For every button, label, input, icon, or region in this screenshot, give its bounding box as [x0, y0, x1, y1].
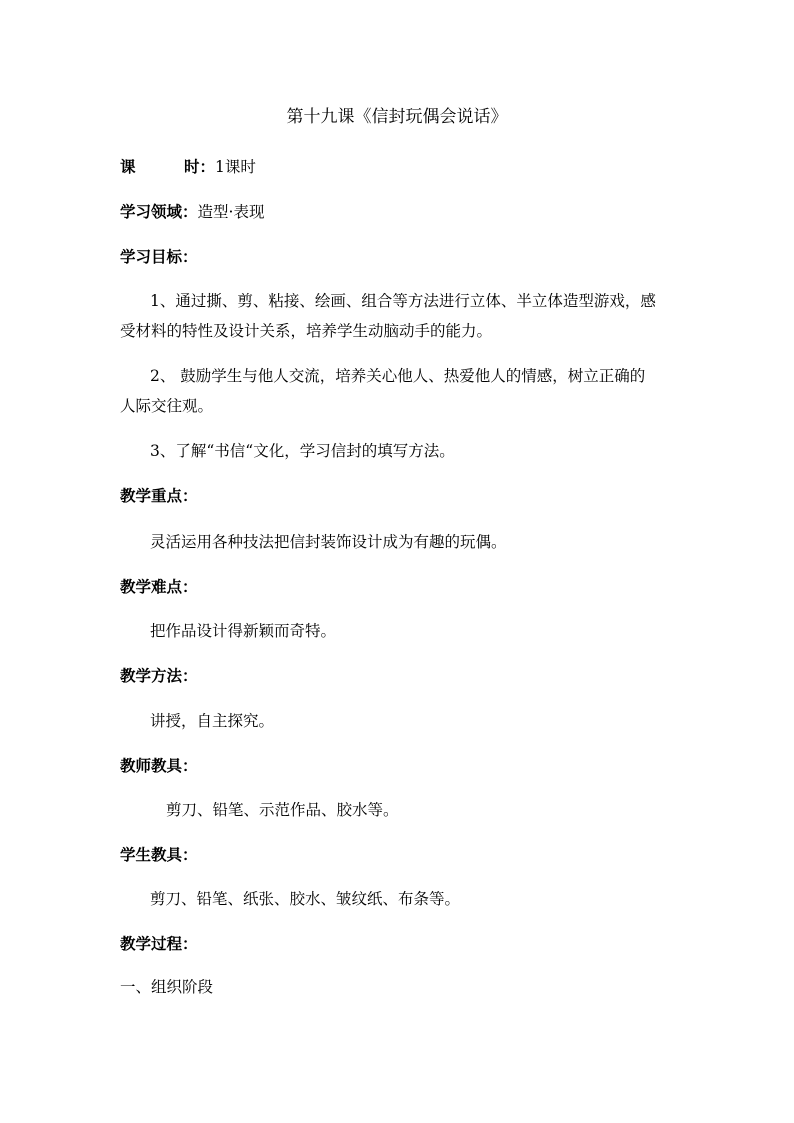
student-tools-text: 剪刀、铅笔、纸张、胶水、皱纹纸、布条等。	[150, 890, 461, 908]
process-step-1: 一、组织阶段	[120, 978, 214, 996]
objective-3: 3、了解“书信“文化，学习信封的填写方法。	[150, 442, 455, 460]
methods-heading: 教学方法：	[120, 666, 198, 685]
objective-1-line-1: 1、通过撕、剪、粘接、绘画、组合等方法进行立体、半立体造型游戏，感	[150, 292, 656, 310]
teacher-tools-heading: 教师教具：	[120, 756, 198, 775]
teacher-tools-text: 剪刀、铅笔、示范作品、胶水等。	[166, 801, 399, 819]
methods-text: 讲授，自主探究。	[150, 712, 275, 730]
key-points-text: 灵活运用各种技法把信封装饰设计成为有趣的玩偶。	[150, 533, 507, 551]
key-points-heading: 教学重点：	[120, 486, 198, 505]
page-title: 第十九课《信封玩偶会说话》	[286, 107, 508, 127]
learning-domain-value: 造型·表现	[197, 203, 265, 221]
difficulties-text: 把作品设计得新颖而奇特。	[150, 622, 337, 640]
class-hours-row	[120, 157, 256, 177]
objective-1-line-2: 受材料的特性及设计关系，培养学生动脑动手的能力。	[120, 322, 493, 340]
objective-2-line-1: 2、 鼓励学生与他人交流，培养关心他人、热爱他人的情感，树立正确的	[150, 367, 646, 385]
student-tools-heading: 学生教具：	[120, 845, 198, 864]
process-heading: 教学过程：	[120, 934, 198, 953]
objective-2-line-2: 人际交往观。	[120, 397, 214, 415]
class-hours-value: 1课时	[215, 158, 256, 176]
difficulties-heading: 教学难点：	[120, 577, 198, 596]
learning-domain-row	[120, 202, 264, 222]
objectives-heading: 学习目标：	[120, 247, 198, 266]
learning-domain-label: 学习领域：	[120, 202, 198, 221]
class-hours-label-a: 课	[120, 157, 136, 176]
class-hours-label-b: 时：	[184, 157, 216, 176]
